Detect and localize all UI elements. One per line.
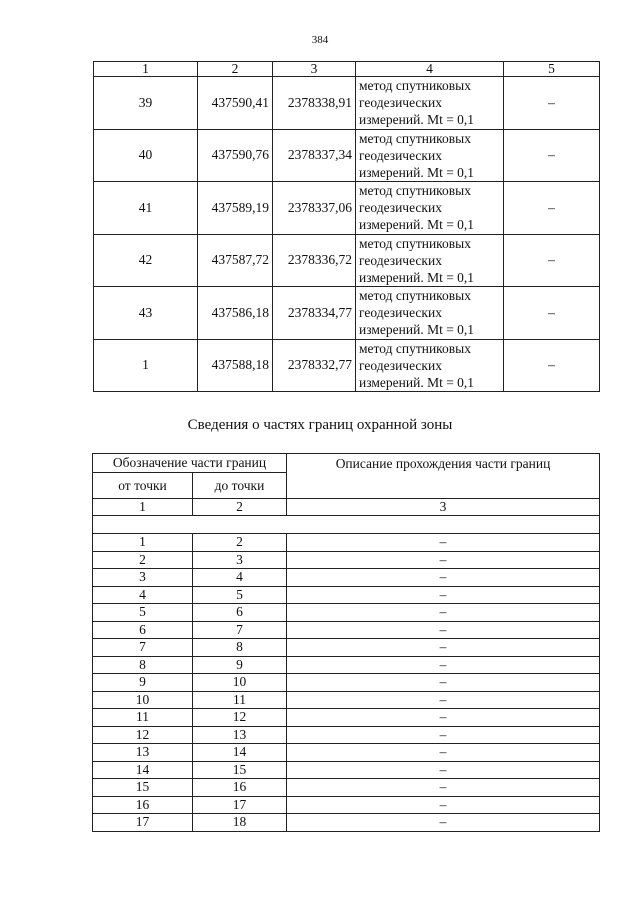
description-cell: – [287, 796, 600, 814]
to-point-cell: 7 [193, 621, 287, 639]
description-cell: – [287, 691, 600, 709]
y-coordinate-cell: 2378332,77 [273, 339, 356, 392]
to-point-cell: 15 [193, 761, 287, 779]
to-point-cell: 10 [193, 674, 287, 692]
boundary-part-row [93, 656, 600, 674]
header-cell: 4 [356, 62, 504, 77]
method-cell [356, 234, 504, 287]
to-point-cell: 17 [193, 796, 287, 814]
point-number-cell: 42 [94, 234, 198, 287]
boundary-part-row [93, 551, 600, 569]
boundary-part-row [93, 639, 600, 657]
method-line: геодезических [359, 200, 442, 216]
coordinates-header-row [94, 62, 600, 77]
from-point-cell: 15 [93, 779, 193, 797]
method-line: метод спутниковых [359, 130, 471, 146]
description-cell: – [287, 586, 600, 604]
to-point-cell: 6 [193, 604, 287, 622]
from-point-cell: 2 [93, 551, 193, 569]
extra-cell: – [504, 287, 600, 340]
y-coordinate-cell: 2378336,72 [273, 234, 356, 287]
index-cell: 2 [193, 499, 287, 516]
description-cell: – [287, 639, 600, 657]
to-point-cell: 8 [193, 639, 287, 657]
to-point-header: до точки [193, 473, 287, 499]
index-cell: 3 [287, 499, 600, 516]
description-cell: – [287, 726, 600, 744]
parts-index-row [93, 499, 600, 516]
x-coordinate-cell: 437586,18 [198, 287, 273, 340]
description-cell: – [287, 569, 600, 587]
to-point-cell: 16 [193, 779, 287, 797]
description-cell: – [287, 779, 600, 797]
from-point-cell: 9 [93, 674, 193, 692]
to-point-cell: 5 [193, 586, 287, 604]
extra-cell: – [504, 234, 600, 287]
method-line: измерений. Mt = 0,1 [359, 164, 475, 180]
page-number: 384 [311, 34, 329, 46]
coordinates-body [94, 77, 600, 392]
group-header: Обозначение части границ [93, 454, 287, 473]
extra-cell: – [504, 77, 600, 130]
coordinate-row [94, 129, 600, 182]
point-number-cell: 39 [94, 77, 198, 130]
point-number-cell: 1 [94, 339, 198, 392]
to-point-cell: 4 [193, 569, 287, 587]
x-coordinate-cell: 437589,19 [198, 182, 273, 235]
point-number-cell: 43 [94, 287, 198, 340]
method-cell [356, 287, 504, 340]
y-coordinate-cell: 2378334,77 [273, 287, 356, 340]
header-cell: 5 [504, 62, 600, 77]
from-point-cell: 12 [93, 726, 193, 744]
description-header: Описание прохождения части границ [287, 454, 600, 499]
method-cell [356, 339, 504, 392]
description-cell: – [287, 744, 600, 762]
method-line: метод спутниковых [359, 235, 471, 251]
boundary-part-row [93, 761, 600, 779]
y-coordinate-cell: 2378338,91 [273, 77, 356, 130]
extra-cell: – [504, 182, 600, 235]
boundary-part-row [93, 604, 600, 622]
method-line: геодезических [359, 252, 442, 268]
extra-cell: – [504, 129, 600, 182]
from-point-cell: 6 [93, 621, 193, 639]
method-line: измерений. Mt = 0,1 [359, 112, 475, 128]
boundary-part-row [93, 569, 600, 587]
parts-header-row [93, 454, 600, 473]
header-cell: 3 [273, 62, 356, 77]
extra-cell: – [504, 339, 600, 392]
from-point-cell: 17 [93, 814, 193, 832]
x-coordinate-cell: 437588,18 [198, 339, 273, 392]
to-point-cell: 11 [193, 691, 287, 709]
description-cell: – [287, 621, 600, 639]
to-point-cell: 3 [193, 551, 287, 569]
from-point-cell: 1 [93, 534, 193, 552]
description-cell: – [287, 761, 600, 779]
x-coordinate-cell: 437590,41 [198, 77, 273, 130]
method-line: измерений. Mt = 0,1 [359, 374, 475, 390]
from-point-cell: 10 [93, 691, 193, 709]
description-cell: – [287, 551, 600, 569]
coordinate-row [94, 234, 600, 287]
parts-body [93, 534, 600, 832]
from-point-cell: 4 [93, 586, 193, 604]
to-point-cell: 2 [193, 534, 287, 552]
boundary-parts-table [92, 453, 600, 832]
boundary-part-row [93, 796, 600, 814]
blank-cell [93, 516, 600, 534]
point-number-cell: 41 [94, 182, 198, 235]
method-line: метод спутниковых [359, 288, 471, 304]
to-point-cell: 12 [193, 709, 287, 727]
from-point-cell: 3 [93, 569, 193, 587]
from-point-cell: 13 [93, 744, 193, 762]
method-line: геодезических [359, 147, 442, 163]
method-cell [356, 129, 504, 182]
boundary-part-row [93, 586, 600, 604]
boundary-part-row [93, 709, 600, 727]
description-cell: – [287, 656, 600, 674]
method-line: метод спутниковых [359, 78, 471, 94]
method-line: геодезических [359, 357, 442, 373]
to-point-cell: 9 [193, 656, 287, 674]
method-cell [356, 77, 504, 130]
from-point-cell: 7 [93, 639, 193, 657]
index-cell: 1 [93, 499, 193, 516]
x-coordinate-cell: 437590,76 [198, 129, 273, 182]
method-cell [356, 182, 504, 235]
boundary-part-row [93, 621, 600, 639]
from-point-cell: 8 [93, 656, 193, 674]
from-point-cell: 14 [93, 761, 193, 779]
coordinate-row [94, 287, 600, 340]
from-point-cell: 16 [93, 796, 193, 814]
description-cell: – [287, 674, 600, 692]
method-line: геодезических [359, 305, 442, 321]
boundary-part-row [93, 691, 600, 709]
boundary-part-row [93, 674, 600, 692]
method-line: метод спутниковых [359, 183, 471, 199]
boundary-part-row [93, 814, 600, 832]
method-line: геодезических [359, 95, 442, 111]
section-title: Сведения о частях границ охранной зоны [187, 417, 453, 433]
coordinates-table [93, 61, 600, 392]
header-cell: 1 [94, 62, 198, 77]
method-line: метод спутниковых [359, 340, 471, 356]
method-line: измерений. Mt = 0,1 [359, 322, 475, 338]
point-number-cell: 40 [94, 129, 198, 182]
description-cell: – [287, 814, 600, 832]
parts-blank-row [93, 516, 600, 534]
from-point-cell: 11 [93, 709, 193, 727]
boundary-part-row [93, 726, 600, 744]
method-line: измерений. Mt = 0,1 [359, 269, 475, 285]
x-coordinate-cell: 437587,72 [198, 234, 273, 287]
header-cell: 2 [198, 62, 273, 77]
to-point-cell: 14 [193, 744, 287, 762]
coordinate-row [94, 77, 600, 130]
boundary-part-row [93, 744, 600, 762]
description-cell: – [287, 604, 600, 622]
coordinate-row [94, 339, 600, 392]
method-line: измерений. Mt = 0,1 [359, 217, 475, 233]
boundary-part-row [93, 779, 600, 797]
to-point-cell: 13 [193, 726, 287, 744]
from-point-cell: 5 [93, 604, 193, 622]
boundary-part-row [93, 534, 600, 552]
description-cell: – [287, 709, 600, 727]
description-cell: – [287, 534, 600, 552]
to-point-cell: 18 [193, 814, 287, 832]
y-coordinate-cell: 2378337,34 [273, 129, 356, 182]
y-coordinate-cell: 2378337,06 [273, 182, 356, 235]
coordinate-row [94, 182, 600, 235]
from-point-header: от точки [93, 473, 193, 499]
